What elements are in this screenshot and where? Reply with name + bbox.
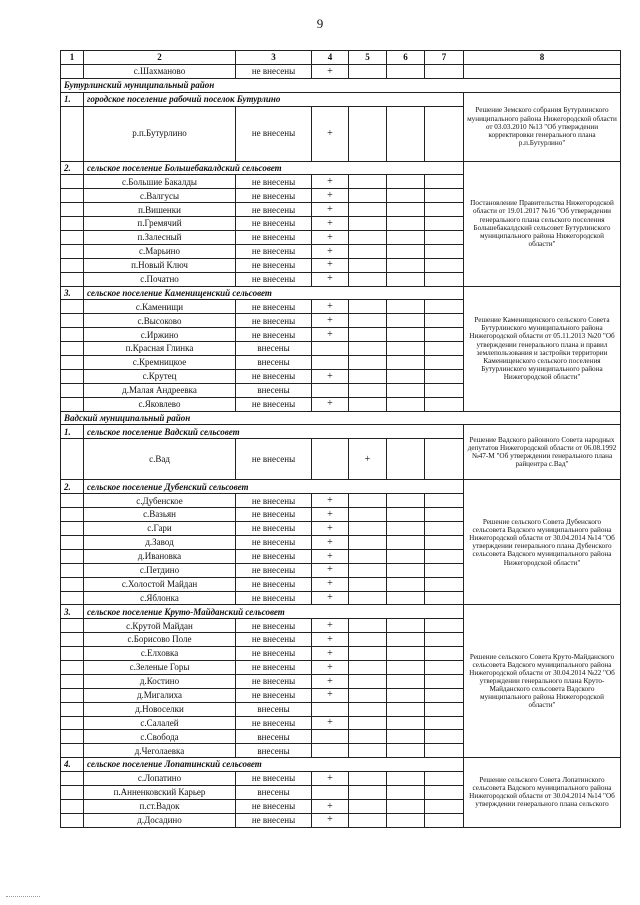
status-cell: не внесены xyxy=(236,300,312,314)
settlement-name: с.Зеленые Горы xyxy=(84,660,236,674)
status-cell: не внесены xyxy=(236,535,312,549)
plus-mark: + xyxy=(312,106,349,161)
settlement-name: п.Анненковский Карьер xyxy=(84,785,236,799)
status-cell: не внесены xyxy=(236,189,312,203)
column-number: 2 xyxy=(84,51,236,65)
settlement-name: с.Каменищи xyxy=(84,300,236,314)
plus-mark: + xyxy=(312,813,349,827)
settlement-name: с.Салалей xyxy=(84,716,236,730)
plus-mark: + xyxy=(312,522,349,536)
status-cell: не внесены xyxy=(236,494,312,508)
status-cell: не внесены xyxy=(236,716,312,730)
status-cell: не внесены xyxy=(236,549,312,563)
status-cell: не внесены xyxy=(236,231,312,245)
status-cell: внесены xyxy=(236,356,312,370)
status-cell: не внесены xyxy=(236,64,312,78)
section-number: 2. xyxy=(61,161,84,175)
section-header-row xyxy=(61,425,621,439)
status-cell: не внесены xyxy=(236,272,312,286)
region-title: Вадский муниципальный район xyxy=(61,411,621,425)
status-cell: внесены xyxy=(236,383,312,397)
plus-mark: + xyxy=(312,244,349,258)
section-header-row xyxy=(61,605,621,619)
column-number: 7 xyxy=(425,51,464,65)
status-cell: не внесены xyxy=(236,799,312,813)
status-cell: не внесены xyxy=(236,397,312,411)
legal-basis-note: Постановление Правительства Нижегородской области от 19.01.2017 №16 "Об утверждении генерального плана сельского поселения Большебакалдский сельсовет Бутурлинского муниципального района Нижегородской области" xyxy=(464,161,621,286)
settlement-name: с.Лопатино xyxy=(84,772,236,786)
settlement-name: д.Завод xyxy=(84,535,236,549)
status-cell: внесены xyxy=(236,342,312,356)
section-title: сельское поселение Круто-Майданский сельсовет xyxy=(84,605,464,619)
column-number: 5 xyxy=(349,51,387,65)
plus-mark: + xyxy=(312,647,349,661)
section-header-row xyxy=(61,92,621,106)
settlement-name: с.Вазьян xyxy=(84,508,236,522)
plus-mark: + xyxy=(312,203,349,217)
settlement-name: д.Костино xyxy=(84,674,236,688)
section-header-row xyxy=(61,758,621,772)
page-number: 9 xyxy=(316,16,324,31)
plus-mark: + xyxy=(312,688,349,702)
section-title: городское поселение рабочий поселок Бутурлино xyxy=(84,92,464,106)
section-number: 3. xyxy=(61,605,84,619)
status-cell: не внесены xyxy=(236,660,312,674)
settlement-name: с.Яблонка xyxy=(84,591,236,605)
settlement-name: п.Красная Глинка xyxy=(84,342,236,356)
settlement-name: с.Большие Бакалды xyxy=(84,175,236,189)
settlement-name: с.Крутец xyxy=(84,369,236,383)
footer-divider xyxy=(6,896,40,897)
settlement-name: д.Досадино xyxy=(84,813,236,827)
settlement-name: с.Елховка xyxy=(84,647,236,661)
legal-basis-note: Решение сельского Совета Круто-Майданского сельсовета Вадского муниципального района Нижегородской области от 30.04.2014 №22 "Об утверждении генерального плана Круто-Майданского сельсовета Вадского муниципального района Нижегородской области" xyxy=(464,605,621,758)
plus-mark: + xyxy=(312,716,349,730)
status-cell: не внесены xyxy=(236,217,312,231)
plus-mark: + xyxy=(312,175,349,189)
section-header-row xyxy=(61,286,621,300)
status-cell: внесены xyxy=(236,702,312,716)
settlement-name: с.Марьино xyxy=(84,244,236,258)
plus-mark: + xyxy=(312,397,349,411)
plus-mark: + xyxy=(312,633,349,647)
settlement-name: п.Новый Ключ xyxy=(84,258,236,272)
column-number: 6 xyxy=(387,51,425,65)
status-cell: не внесены xyxy=(236,106,312,161)
status-cell: не внесены xyxy=(236,772,312,786)
legal-basis-note: Решение Каменищенского сельского Совета Бутурлинского муниципального района Нижегородской области от 05.11.2013 №20 "Об утверждении генерального плана и правил землепользования и застройки территории Каменищенского сельского поселения Бутурлинского муниципального района Нижегородской области" xyxy=(464,286,621,411)
settlement-name: с.Валгусы xyxy=(84,189,236,203)
plus-mark: + xyxy=(312,674,349,688)
legal-basis-note: Решение сельского Совета Лопатинского сельсовета Вадского муниципального района Нижегородской области от 30.04.2014 №14 "Об утверждении генерального плана сельского xyxy=(464,758,621,827)
settlement-name: с.Борисово Поле xyxy=(84,633,236,647)
status-cell: не внесены xyxy=(236,674,312,688)
status-cell: не внесены xyxy=(236,508,312,522)
status-cell: не внесены xyxy=(236,633,312,647)
settlement-name: с.Петдино xyxy=(84,563,236,577)
section-title: сельское поселение Каменищенский сельсовет xyxy=(84,286,464,300)
settlement-name: д.Ивановка xyxy=(84,549,236,563)
settlement-name: с.Шахманово xyxy=(84,64,236,78)
plus-mark: + xyxy=(312,64,349,78)
status-cell: не внесены xyxy=(236,258,312,272)
settlement-name: с.Свобода xyxy=(84,730,236,744)
status-cell: не внесены xyxy=(236,369,312,383)
plus-mark: + xyxy=(312,314,349,328)
plus-mark: + xyxy=(312,535,349,549)
settlement-name: р.п.Бутурлино xyxy=(84,106,236,161)
section-number: 2. xyxy=(61,480,84,494)
column-number-row xyxy=(61,51,621,65)
plus-mark: + xyxy=(349,439,387,480)
settlement-name: д.Чеголаевка xyxy=(84,744,236,758)
settlement-name: п.Залесный xyxy=(84,231,236,245)
plus-mark: + xyxy=(312,577,349,591)
section-title: сельское поселение Большебакалдский сельсовет xyxy=(84,161,464,175)
region-row xyxy=(61,78,621,92)
plus-mark: + xyxy=(312,369,349,383)
plus-mark: + xyxy=(312,619,349,633)
section-title: сельское поселение Лопатинский сельсовет xyxy=(84,758,464,772)
plus-mark: + xyxy=(312,660,349,674)
settlement-name: п.Вишенки xyxy=(84,203,236,217)
status-cell: не внесены xyxy=(236,175,312,189)
region-row xyxy=(61,411,621,425)
plus-mark: + xyxy=(312,189,349,203)
settlement-name: с.Дубенское xyxy=(84,494,236,508)
column-number: 1 xyxy=(61,51,84,65)
status-cell: не внесены xyxy=(236,328,312,342)
section-number: 1. xyxy=(61,425,84,439)
status-cell: не внесены xyxy=(236,813,312,827)
settlement-name: с.Початно xyxy=(84,272,236,286)
settlement-name: п.ст.Вадок xyxy=(84,799,236,813)
settlement-name: с.Холостой Майдан xyxy=(84,577,236,591)
plus-mark: + xyxy=(312,591,349,605)
section-number: 3. xyxy=(61,286,84,300)
settlement-name: с.Яковлево xyxy=(84,397,236,411)
region-title: Бутурлинский муниципальный район xyxy=(61,78,621,92)
status-cell: не внесены xyxy=(236,314,312,328)
status-cell: не внесены xyxy=(236,439,312,480)
status-cell: не внесены xyxy=(236,619,312,633)
settlement-name: с.Гари xyxy=(84,522,236,536)
status-cell: не внесены xyxy=(236,591,312,605)
status-cell: внесены xyxy=(236,730,312,744)
status-cell: не внесены xyxy=(236,522,312,536)
settlement-name: с.Крутой Майдан xyxy=(84,619,236,633)
settlement-name: с.Иржино xyxy=(84,328,236,342)
status-cell: не внесены xyxy=(236,203,312,217)
status-cell: не внесены xyxy=(236,688,312,702)
plus-mark: + xyxy=(312,494,349,508)
settlement-name: д.Мигалиха xyxy=(84,688,236,702)
status-cell: внесены xyxy=(236,744,312,758)
legal-basis-note: Решение сельского Совета Дубенского сельсовета Вадского муниципального района Нижегородской области от 30.04.2014 №14 "Об утверждении генерального плана Дубенского сельсовета Вадского муниципального района Нижегородской области" xyxy=(464,480,621,605)
plus-mark: + xyxy=(312,300,349,314)
plus-mark: + xyxy=(312,258,349,272)
section-title: сельское поселение Дубенский сельсовет xyxy=(84,480,464,494)
settlement-name: с.Вад xyxy=(84,439,236,480)
legal-basis-note: Решение Земского собрания Бутурлинского муниципального района Нижегородской области от 03.03.2010 №13 "Об утверждении корректировки генерального плана р.п.Бутурлино" xyxy=(464,92,621,161)
legal-basis-note: Решение Вадского районного Совета народных депутатов Нижегородской области от 06.08.1992 №47-М "Об утверждении генерального плана райцентра с.Вад" xyxy=(464,425,621,480)
registry-table xyxy=(60,50,621,828)
plus-mark: + xyxy=(312,272,349,286)
status-cell: внесены xyxy=(236,785,312,799)
settlement-name: д.Малая Андреевка xyxy=(84,383,236,397)
table-row xyxy=(61,64,621,78)
section-number: 1. xyxy=(61,92,84,106)
plus-mark: + xyxy=(312,328,349,342)
settlement-name: с.Кремницкое xyxy=(84,356,236,370)
plus-mark: + xyxy=(312,217,349,231)
status-cell: не внесены xyxy=(236,577,312,591)
plus-mark: + xyxy=(312,799,349,813)
section-number: 4. xyxy=(61,758,84,772)
column-number: 8 xyxy=(464,51,621,65)
settlement-name: п.Гремячий xyxy=(84,217,236,231)
plus-mark: + xyxy=(312,508,349,522)
status-cell: не внесены xyxy=(236,563,312,577)
plus-mark: + xyxy=(312,563,349,577)
settlement-name: д.Новоселки xyxy=(84,702,236,716)
column-number: 3 xyxy=(236,51,312,65)
section-header-row xyxy=(61,161,621,175)
status-cell: не внесены xyxy=(236,647,312,661)
plus-mark: + xyxy=(312,549,349,563)
status-cell: не внесены xyxy=(236,244,312,258)
section-title: сельское поселение Вадский сельсовет xyxy=(84,425,464,439)
plus-mark: + xyxy=(312,231,349,245)
column-number: 4 xyxy=(312,51,349,65)
settlement-name: с.Высоково xyxy=(84,314,236,328)
section-header-row xyxy=(61,480,621,494)
plus-mark: + xyxy=(312,772,349,786)
